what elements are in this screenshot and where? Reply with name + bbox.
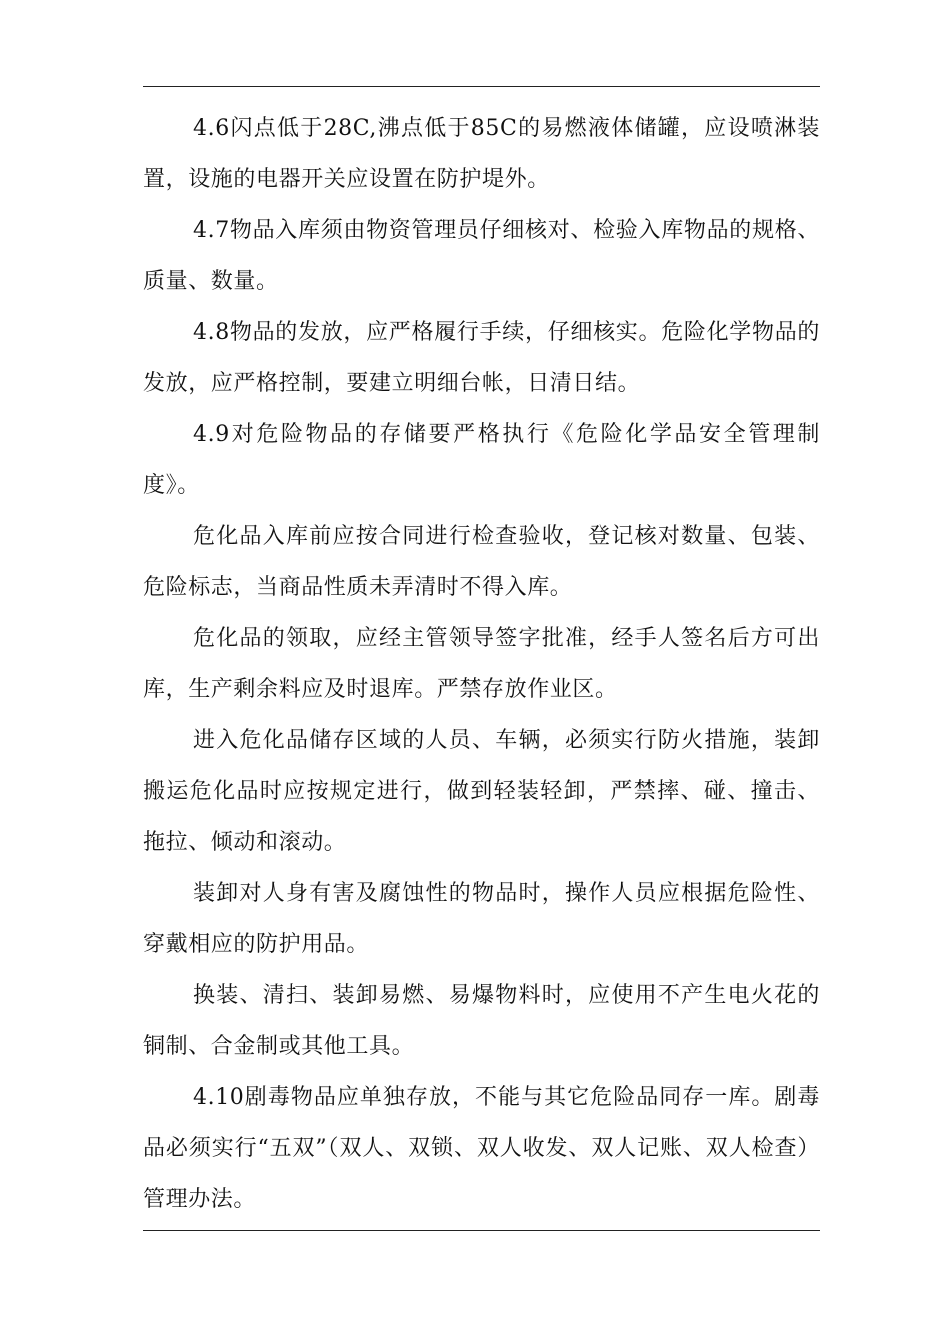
document-body [143,103,820,1225]
footer-rule [143,1230,820,1231]
paragraph-spark-free-tools: 换装、清扫、装卸易燃、易爆物料时，应使用不产生电火花的铜制、合金制或其他工具。 [143,983,820,1059]
paragraph-4-7: 4.7物品入库须由物资管理员仔细核对、检验入库物品的规格、质量、数量。 [143,218,820,294]
paragraph-collection-approval: 危化品的领取，应经主管领导签字批准，经手人签名后方可出库，生产剩余料应及时退库。严禁存放作业区。 [143,626,820,702]
paragraph-4-8: 4.8物品的发放，应严格履行手续，仔细核实。危险化学物品的发放，应严格控制，要建立明细台帐，日清日结。 [143,320,820,396]
header-rule [143,86,820,87]
paragraph-inbound-inspection: 危化品入库前应按合同进行检查验收，登记核对数量、包装、危险标志，当商品性质未弄清时不得入库。 [143,524,820,600]
paragraph-4-6: 4.6闪点低于28C,沸点低于85C的易燃液体储罐，应设喷淋装置，设施的电器开关应设置在防护堤外。 [143,116,820,192]
paragraph-4-10: 4.10剧毒物品应单独存放，不能与其它危险品同存一库。剧毒品必须实行“五双”（双人、双锁、双人收发、双人记账、双人检查）管理办法。 [143,1085,820,1212]
paragraph-4-9: 4.9对危险物品的存储要严格执行《危险化学品安全管理制度》。 [143,422,820,498]
paragraph-protective-equipment: 装卸对人身有害及腐蚀性的物品时，操作人员应根据危险性、穿戴相应的防护用品。 [143,881,820,957]
paragraph-storage-area-entry: 进入危化品储存区域的人员、车辆，必须实行防火措施，装卸搬运危化品时应按规定进行，做到轻装轻卸，严禁摔、碰、撞击、拖拉、倾动和滚动。 [143,728,820,855]
